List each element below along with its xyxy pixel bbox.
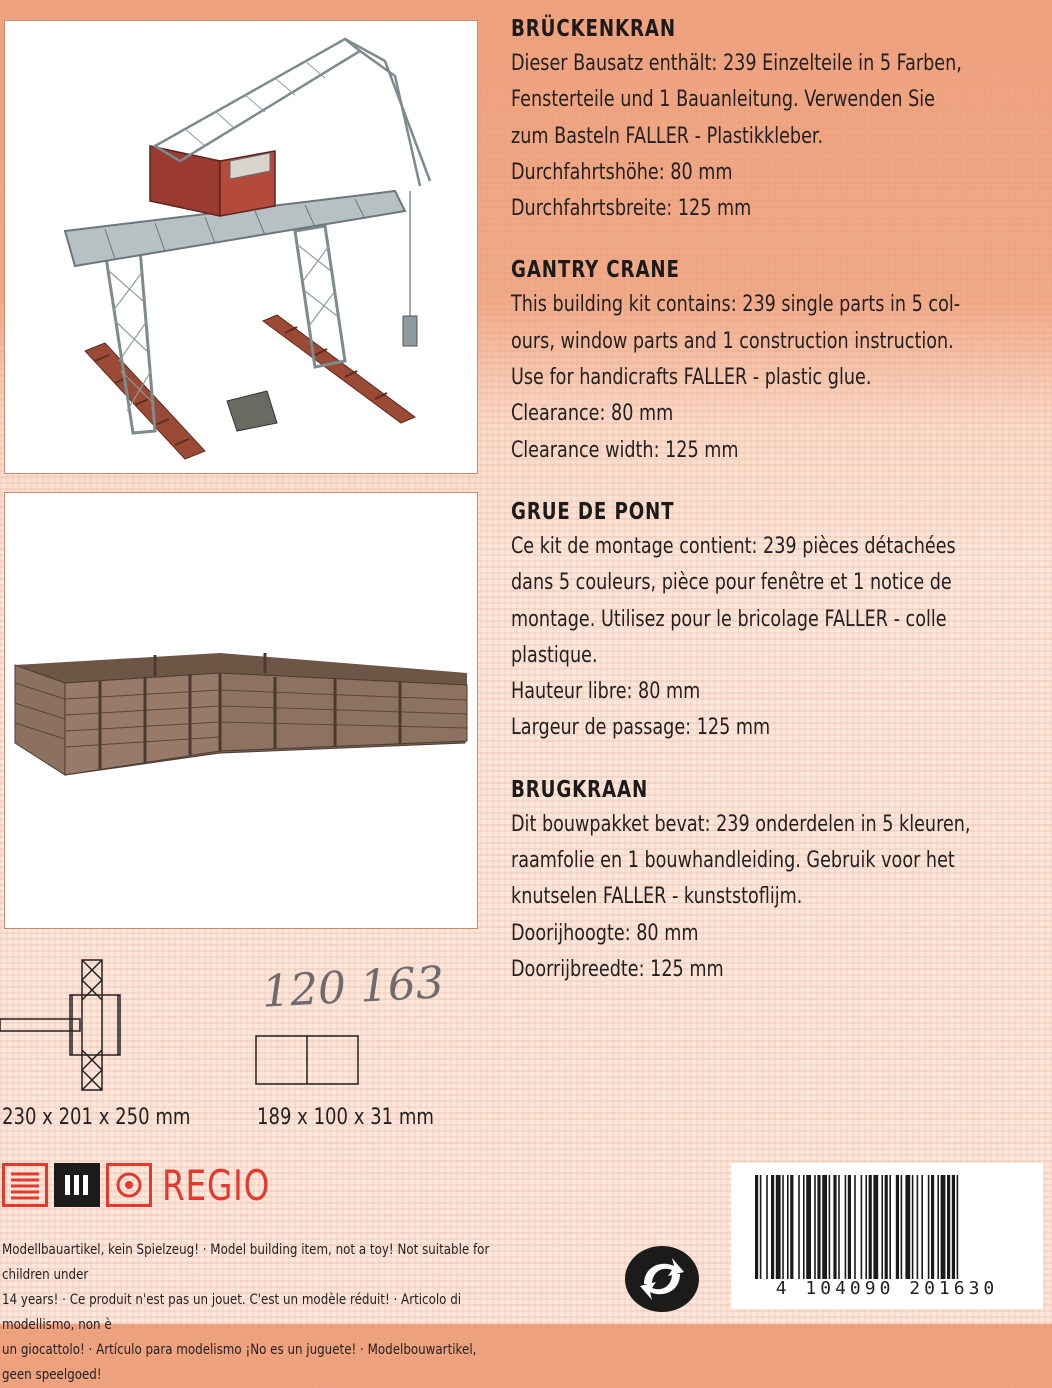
scale-lines-icon <box>2 1163 48 1207</box>
section-line: ours, window parts and 1 construction instruction. <box>511 328 954 354</box>
section-title: GANTRY CRANE <box>511 257 680 284</box>
section-line: zum Basteln FALLER - Plastikkleber. <box>511 123 824 149</box>
section-title: BRÜCKENKRAN <box>511 16 676 42</box>
bin-footprint-diagram <box>255 1035 360 1087</box>
gantry-crane-photo <box>4 20 478 474</box>
section-line: raamfolie en 1 bouwhandleiding. Gebruik voor het <box>511 848 955 874</box>
section-line: Clearance: 80 mm <box>511 401 674 427</box>
description-column <box>511 16 1031 1018</box>
scale-label: REGIO <box>162 1160 271 1210</box>
section-line: montage. Utilisez pour le bricolage FALLER - colle <box>511 606 947 632</box>
crane-dimensions: 230 x 201 x 250 mm <box>2 1105 191 1130</box>
section-line: Clearance width: 125 mm <box>511 437 739 463</box>
track-gauge-icon <box>54 1163 100 1207</box>
section-line: Dit bouwpakket bevat: 239 onderdelen in 5 kleuren, <box>511 811 971 837</box>
section-title: GRUE DE PONT <box>511 498 675 525</box>
warning-line: 14 years! · Ce produit n'est pas un jouet. C'est un modèle réduit! · Articolo di modellismo, non è <box>2 1292 462 1333</box>
safety-warning <box>2 1238 494 1388</box>
section-line: Doorijhoogte: 80 mm <box>511 920 699 946</box>
scale-icons-row <box>2 1162 301 1208</box>
warning-line: un giocattolo! · Artículo para modelismo ¡No es un juguete! · Modelbouwartikel, geen speelgoed! <box>2 1342 477 1383</box>
crane-footprint-diagram <box>0 955 130 1095</box>
section-title: BRUGKRAAN <box>511 776 649 803</box>
section-line: This building kit contains: 239 single parts in 5 col- <box>511 292 961 318</box>
gantry-crane-illustration <box>5 21 477 473</box>
section-line: Use for handicrafts FALLER - plastic glue. <box>511 365 872 391</box>
section-line: Largeur de passage: 125 mm <box>511 715 771 741</box>
section-line: Dieser Bausatz enthält: 239 Einzelteile in 5 Farben, <box>511 51 962 76</box>
section-german <box>511 16 1031 227</box>
handwritten-note: 120 163 <box>260 957 446 1018</box>
section-line: Doorrijbreedte: 125 mm <box>511 956 724 982</box>
section-dutch <box>511 777 1031 988</box>
bin-dimensions: 189 x 100 x 31 mm <box>257 1105 434 1130</box>
recycle-icon <box>622 1244 702 1314</box>
barcode-number: 4 104090 201630 <box>775 1278 999 1299</box>
section-line: dans 5 couleurs, pièce pour fenêtre et 1 notice de <box>511 570 952 596</box>
warning-line: Modellbauartikel, kein Spielzeug! · Model building item, not a toy! Not suitable for children under <box>2 1242 490 1283</box>
barcode-bars <box>731 1171 1043 1283</box>
barcode <box>731 1163 1043 1309</box>
section-line: Fensterteile und 1 Bauanleitung. Verwenden Sie <box>511 87 935 113</box>
section-line: Durchfahrtsbreite: 125 mm <box>511 196 752 222</box>
section-english <box>511 257 1031 468</box>
section-line: knutselen FALLER - kunststoflijm. <box>511 884 803 910</box>
section-line: Hauteur libre: 80 mm <box>511 679 701 705</box>
coal-bin-photo <box>4 492 478 929</box>
coal-bin-illustration <box>5 493 477 928</box>
target-icon <box>106 1163 152 1207</box>
section-line: plastique. <box>511 642 598 668</box>
section-french <box>511 499 1031 747</box>
section-line: Durchfahrtshöhe: 80 mm <box>511 159 733 185</box>
section-line: Ce kit de montage contient: 239 pièces détachées <box>511 533 956 559</box>
